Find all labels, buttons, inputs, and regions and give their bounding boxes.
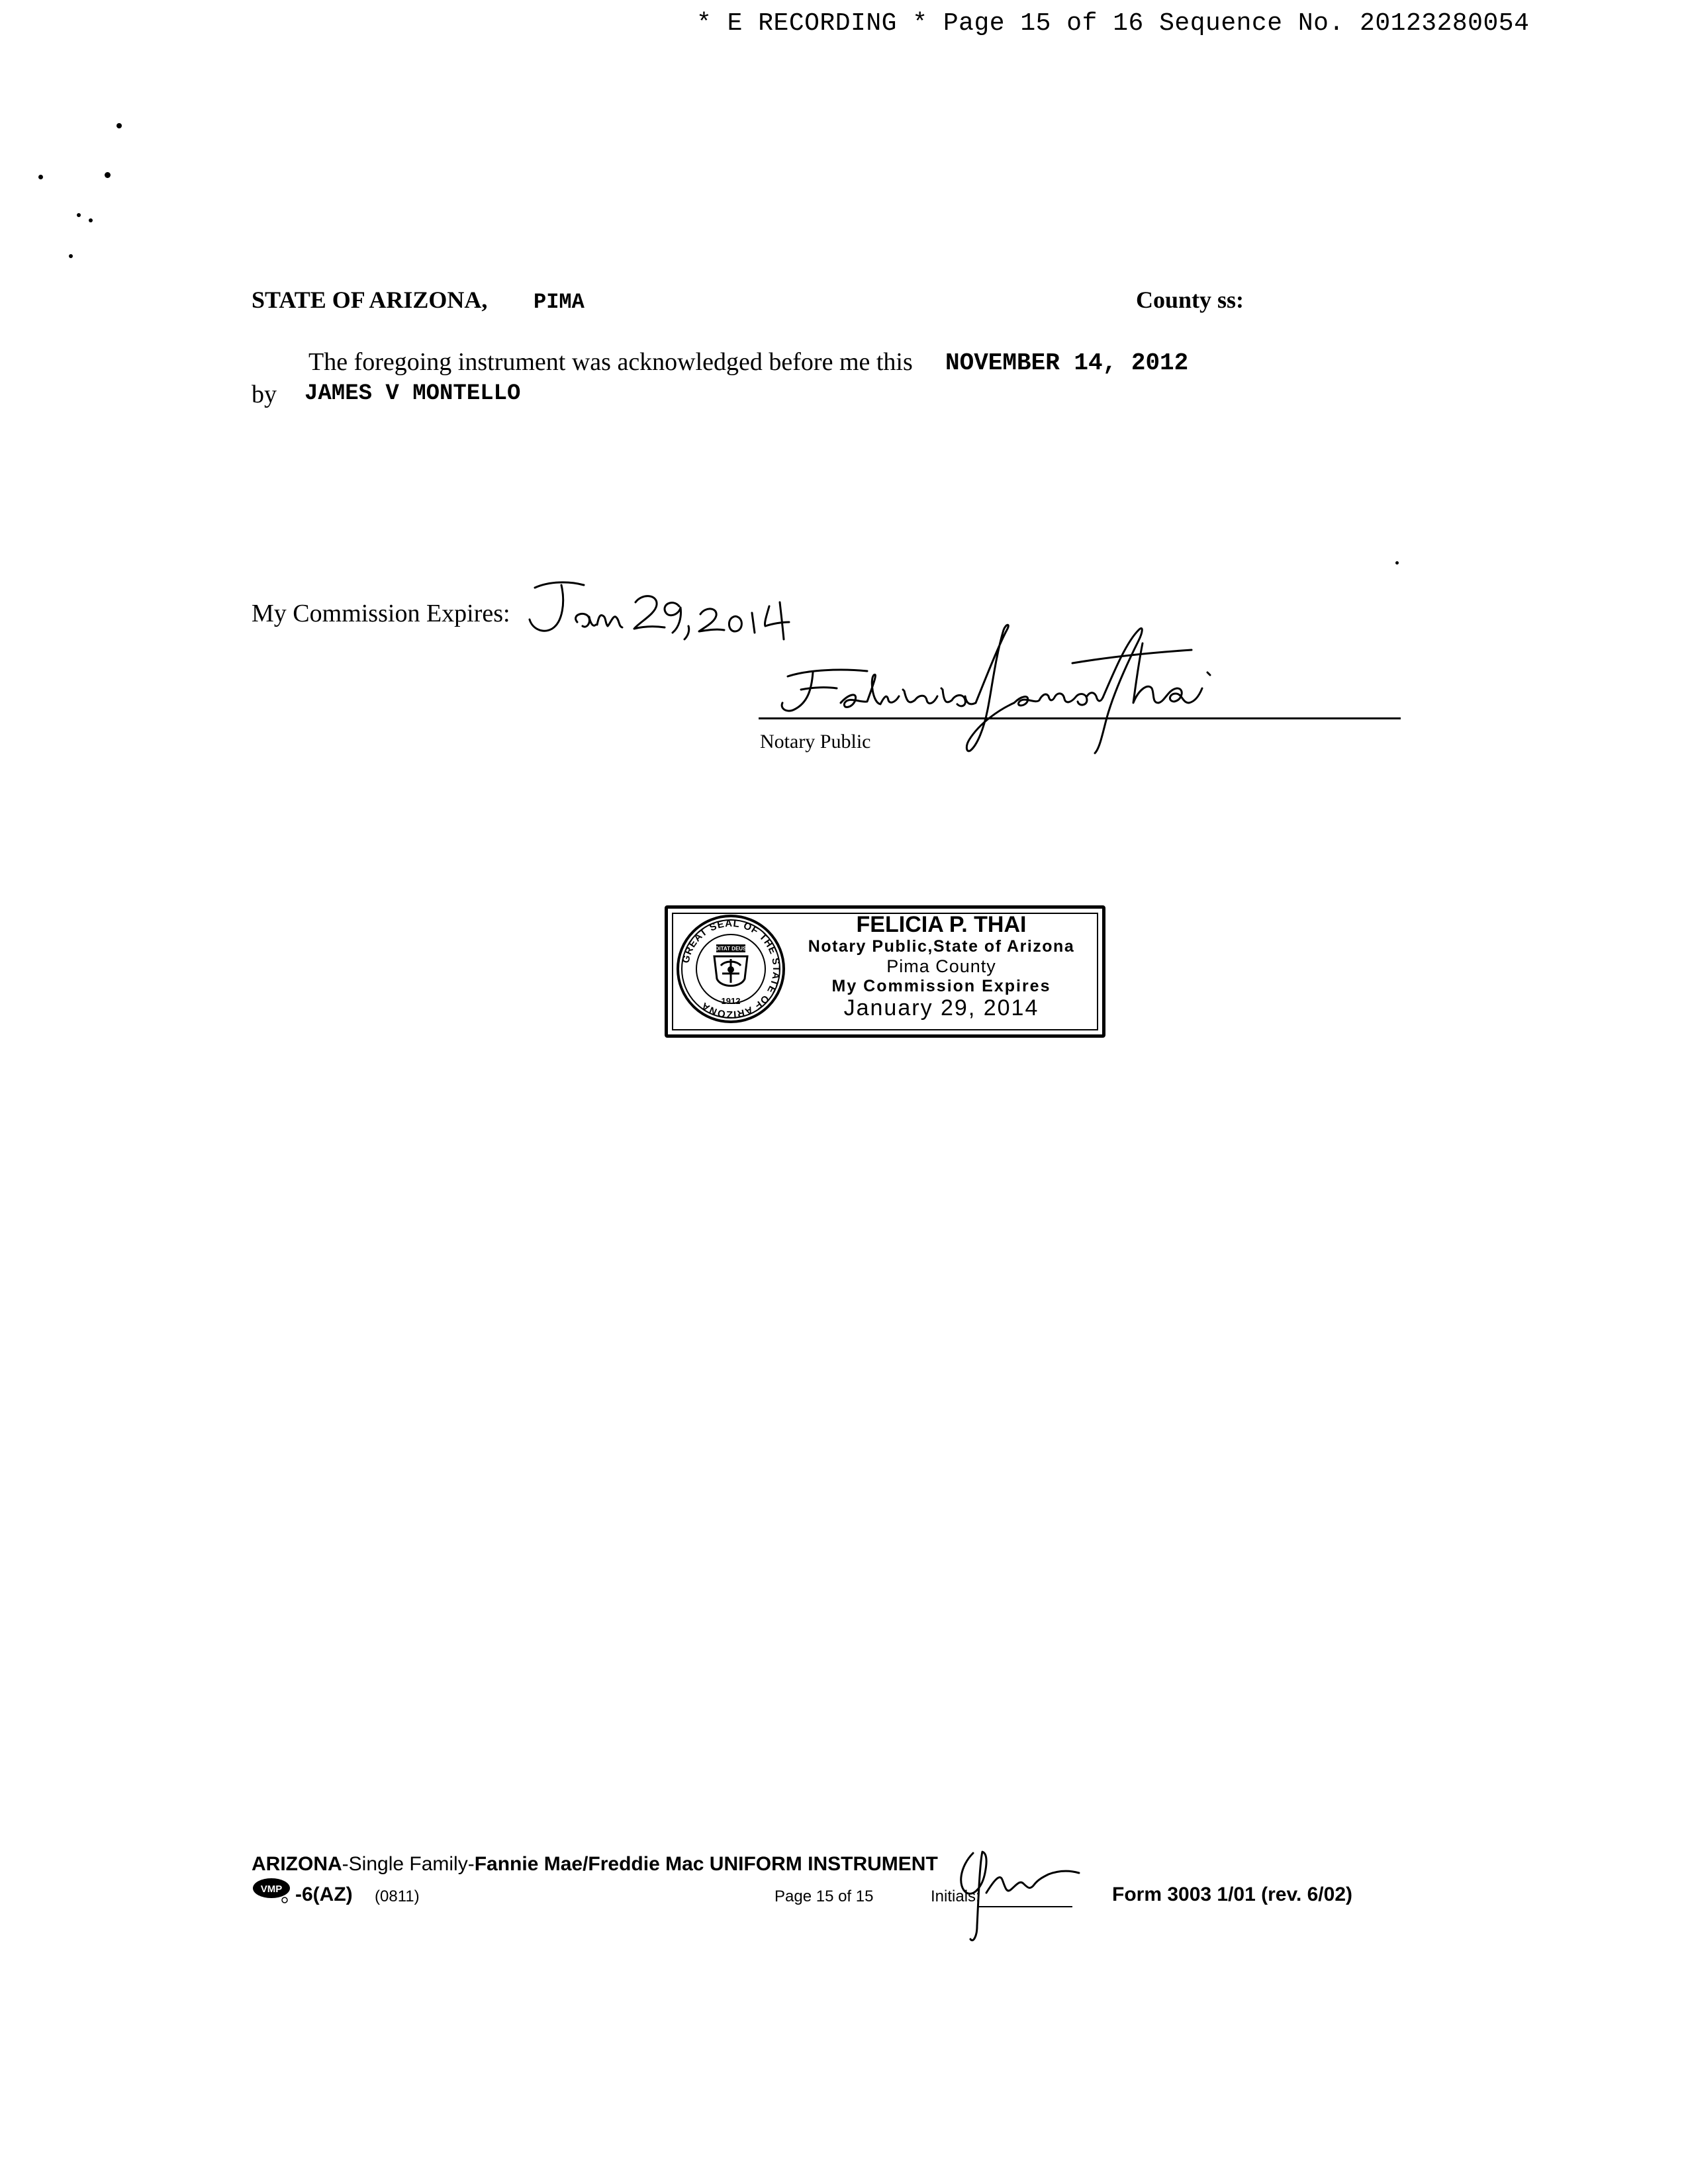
footer-title-part2: Fannie Mae/Freddie Mac UNIFORM INSTRUMENT (474, 1853, 938, 1875)
svg-text:DITAT DEUS: DITAT DEUS (715, 946, 747, 952)
stamp-text-block (786, 913, 1097, 1020)
footer-initials-label: Initials: (931, 1888, 980, 1905)
state-label: STATE OF ARIZONA, (252, 287, 488, 313)
handwritten-commission-date (523, 576, 801, 649)
footer-title-part1: -Single Family- (342, 1853, 475, 1875)
scan-speck (89, 218, 93, 222)
acknowledgment-text: The foregoing instrument was acknowledged before me this (308, 348, 913, 376)
by-label: by (252, 381, 277, 408)
handwritten-initials (933, 1827, 1119, 1946)
stamp-county: Pima County (886, 956, 996, 976)
signer-name: JAMES V MONTELLO (305, 381, 521, 406)
signature-line (759, 717, 1401, 719)
vmp-logo-icon (252, 1877, 291, 1903)
commission-expires-label: My Commission Expires: (252, 600, 510, 627)
notary-stamp (665, 905, 1105, 1038)
county-ss-label: County ss: (1136, 287, 1244, 313)
county-name: PIMA (534, 290, 585, 314)
footer-form-number: Form 3003 1/01 (rev. 6/02) (1112, 1884, 1352, 1905)
stamp-notary-name: FELICIA P. THAI (856, 912, 1027, 937)
stamp-notary-title: Notary Public,State of Arizona (808, 937, 1075, 956)
notary-public-caption: Notary Public (760, 731, 871, 752)
footer-state: ARIZONA (252, 1853, 342, 1875)
svg-text:1912: 1912 (721, 996, 741, 1006)
svg-text:VMP: VMP (260, 1884, 283, 1895)
scan-speck (77, 213, 81, 217)
scan-speck (69, 254, 73, 258)
footer-form-code-number: (0811) (375, 1888, 420, 1905)
acknowledgment-date: NOVEMBER 14, 2012 (945, 349, 1189, 377)
svg-text:GREAT SEAL OF THE STATE OF ARI: GREAT SEAL OF THE STATE OF ARIZONA (680, 917, 782, 1021)
footer-form-code: -6(AZ) (295, 1884, 353, 1905)
stamp-expires-label: My Commission Expires (831, 977, 1051, 995)
scan-speck (1395, 561, 1399, 565)
stamp-expires-date: January 29, 2014 (843, 995, 1039, 1021)
footer-page-number: Page 15 of 15 (774, 1888, 874, 1905)
recording-header: * E RECORDING * Page 15 of 16 Sequence No. 20123280054 (696, 9, 1530, 38)
arizona-seal-icon (675, 913, 787, 1025)
scan-speck (117, 123, 122, 128)
footer-form-title (252, 1853, 938, 1876)
scan-speck (105, 172, 111, 178)
scan-speck (38, 175, 43, 179)
